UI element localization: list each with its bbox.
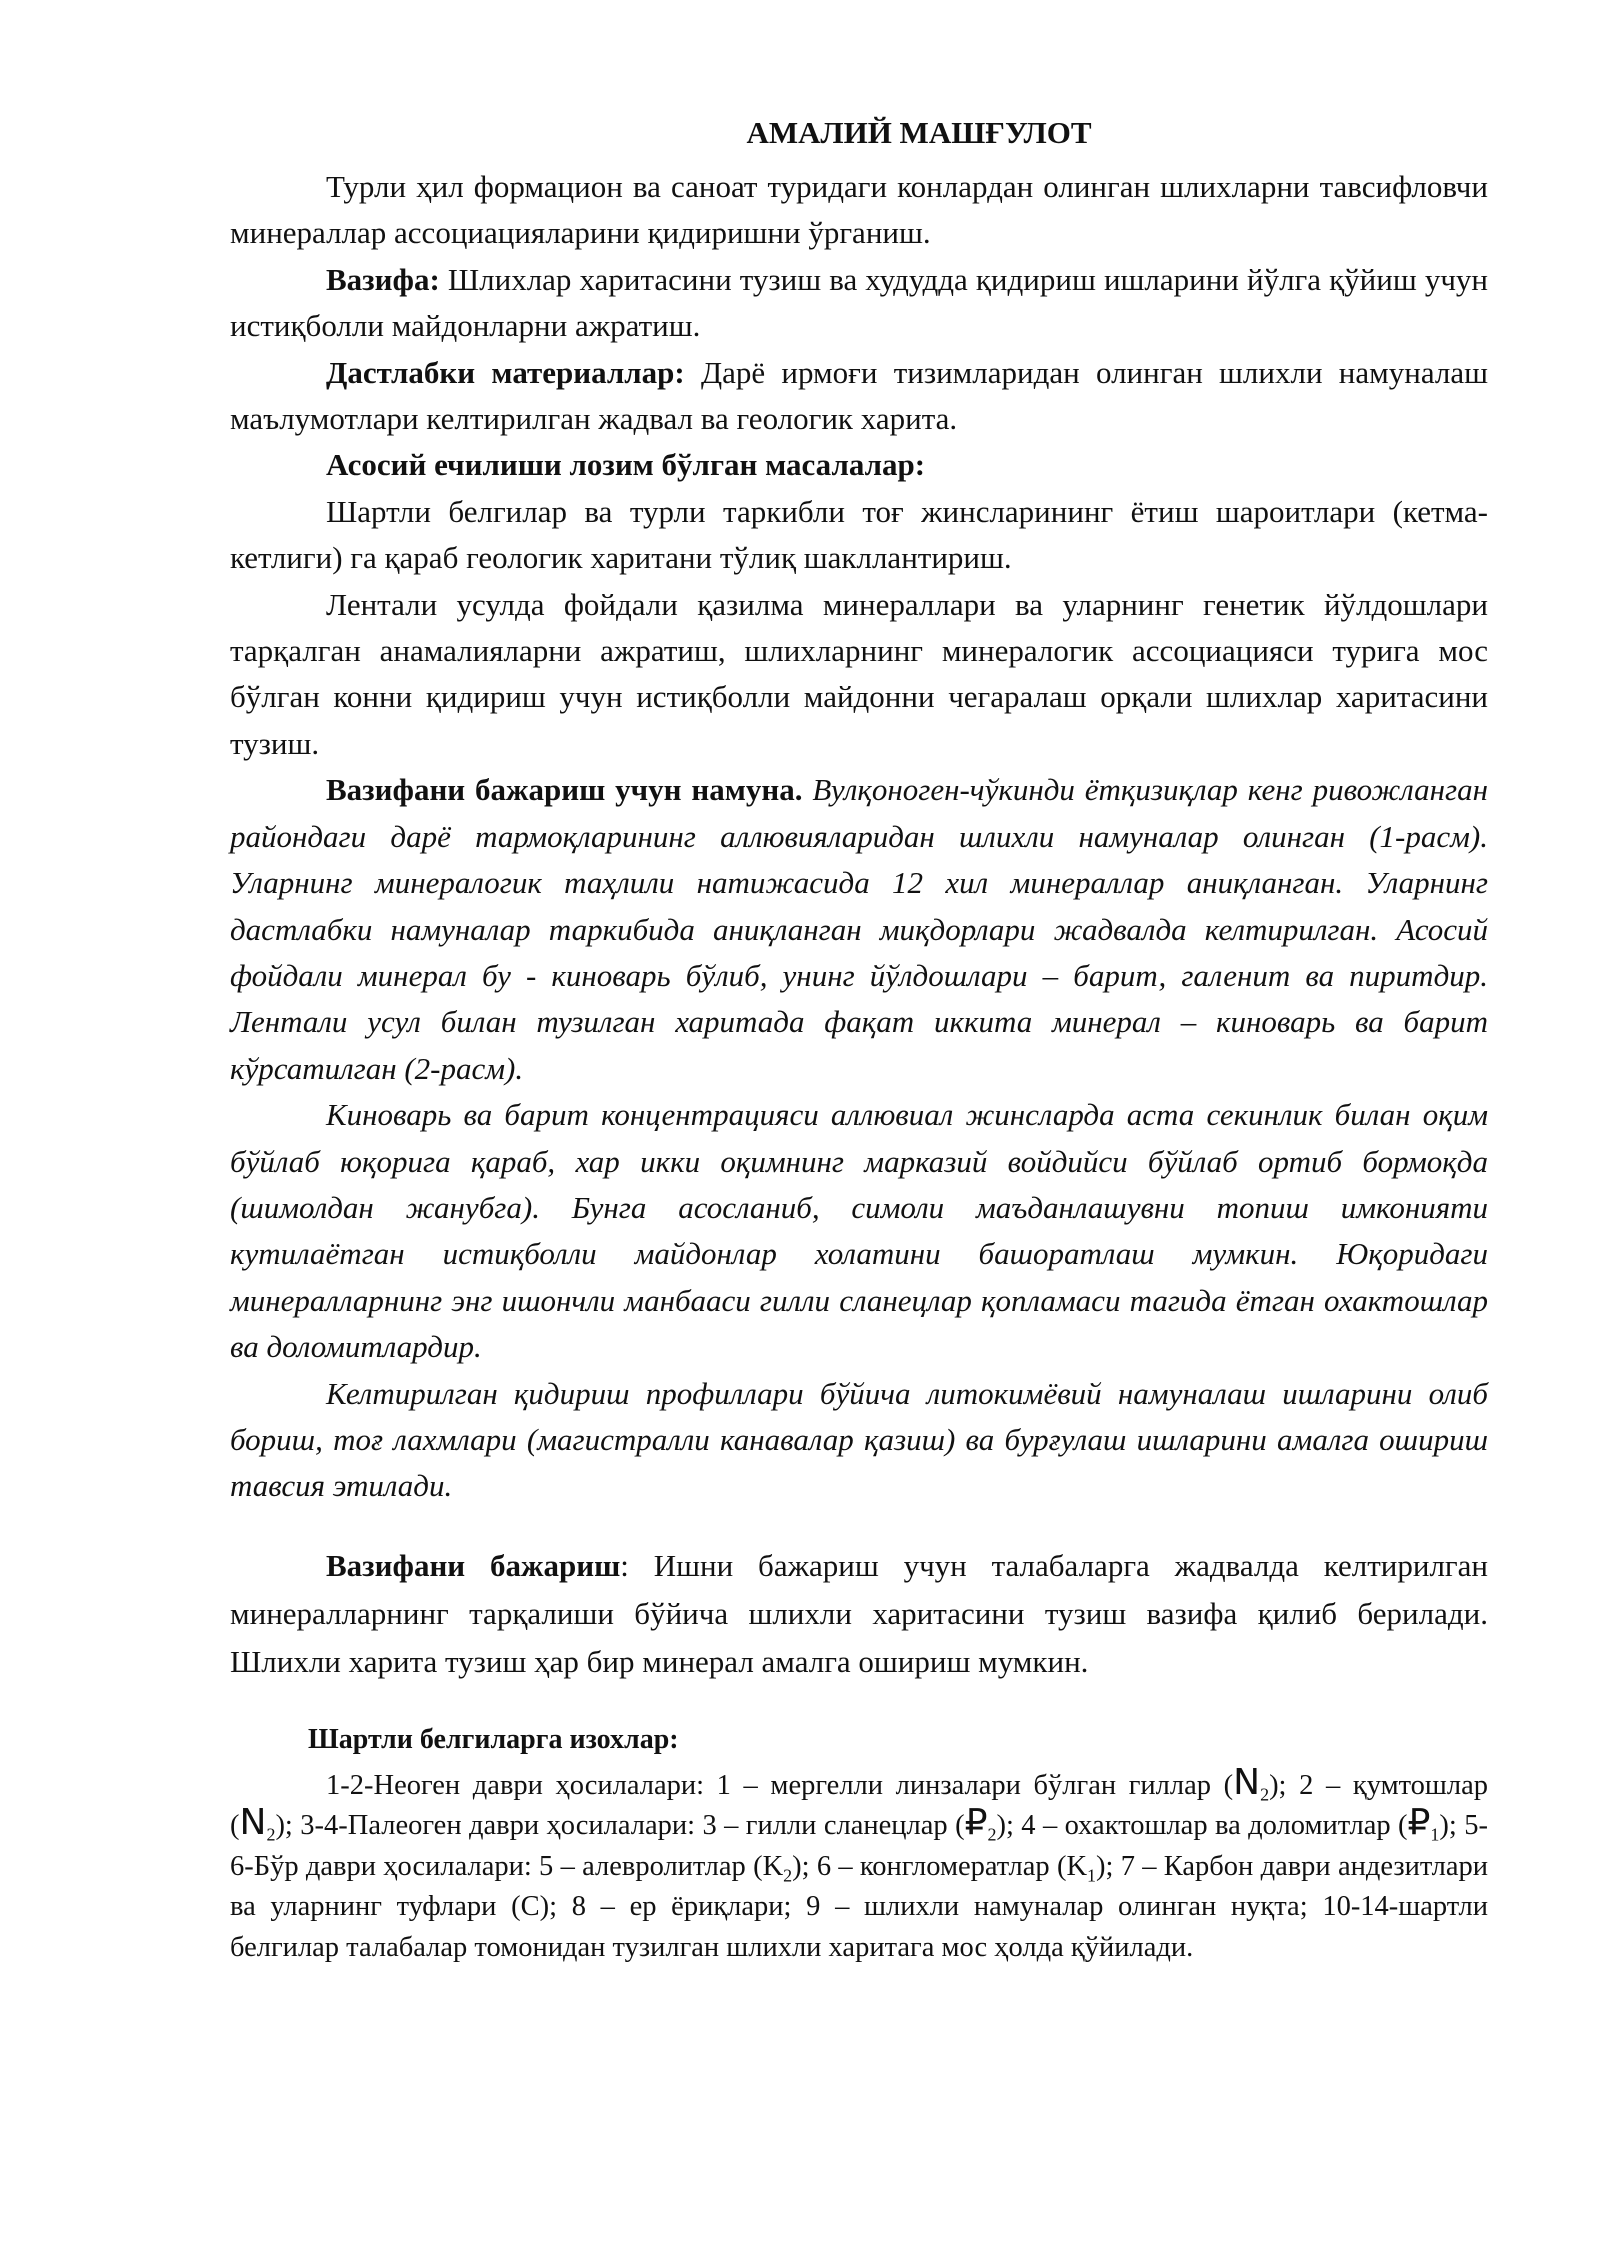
neogene-symbol: N bbox=[239, 1802, 267, 1844]
subscript: 1 bbox=[1430, 1824, 1440, 1845]
task-paragraph bbox=[230, 257, 1488, 350]
problem-2-paragraph: Лентали усулда фойдали қазилма минераллари ва уларнинг генетик йўлдошлари тарқалган анамалияларни ажратиш, шлихларнинг минералогик ассоциацияси турига мос бўлган конни қидириш учун истиқболли майдонни чегаралаш орқали шлихлар харитасини тузиш. bbox=[230, 586, 1488, 761]
paleogene-symbol: ₽ bbox=[1407, 1802, 1431, 1844]
legend-heading: Шартли белгиларга изохлар: bbox=[308, 1723, 679, 1755]
subscript: 1 bbox=[1087, 1865, 1097, 1886]
legend-text-2: ); 2 – қумтошлар ( bbox=[230, 1769, 1488, 1842]
task-text: Шлихлар харитасини тузиш ва худудда қидириш ишларини йўлга қўйиш учун истиқболли майдонларни ажратиш. bbox=[230, 261, 1488, 344]
materials-text: Дарё ирмоғи тизимларидан олинган шлихли намуналаш маълумотлари келтирилган жадвал ва геологик харита. bbox=[230, 354, 1488, 437]
neogene-symbol: N bbox=[1233, 1761, 1261, 1803]
document-page bbox=[230, 108, 1488, 1968]
legend-text-1: 1-2-Неоген даври ҳосилалари: 1 – мергелли линзалари бўлган гиллар ( bbox=[326, 1769, 1234, 1801]
legend-text-3: ); 3-4-Палеоген даври ҳосилалари: 3 – гилли сланецлар ( bbox=[275, 1810, 965, 1842]
example-paragraph bbox=[230, 767, 1488, 1092]
intro-paragraph: Турли ҳил формацион ва саноат туридаги конлардан олинган шлихларни тавсифловчи минераллар ассоциацияларини қидиришни ўрганиш. bbox=[230, 169, 1488, 251]
legend-text-5: ); 5-6-Бўр даври ҳосилалари: 5 – алевролитлар (K bbox=[230, 1810, 1488, 1882]
legend-paragraph bbox=[230, 1761, 1488, 1969]
execution-paragraph bbox=[230, 1542, 1488, 1686]
paleogene-symbol: ₽ bbox=[964, 1802, 988, 1844]
subscript: 2 bbox=[783, 1865, 793, 1886]
subscript: 2 bbox=[266, 1824, 276, 1845]
materials-paragraph bbox=[230, 350, 1488, 443]
task-label: Вазифа: bbox=[326, 261, 440, 297]
page-title: АМАЛИЙ МАШҒУЛОТ bbox=[746, 115, 1092, 150]
example-label: Вазифани бажариш учун намуна. bbox=[326, 772, 803, 808]
legend-text-6: ); 6 – конгломератлар (K bbox=[792, 1850, 1088, 1882]
materials-label: Дастлабки материаллар: bbox=[326, 354, 685, 390]
execution-label: Вазифани бажариш bbox=[326, 1547, 621, 1583]
example-3-paragraph: Келтирилган қидириш профиллари бўйича литокимёвий намуналаш ишларини олиб бориш, тоғ лахмлари (магистралли канавалар қазиш) ва бурғулаш ишларини амалга ошириш тавсия этилади. bbox=[230, 1375, 1488, 1504]
legend-text-7: ); 7 – Карбон даври андезитлари ва уларнинг туфлари (C); 8 – ер ёриқлари; 9 – шлихли намуналар олинган нуқта; 10-14-шартли белгилар талабалар томонидан тузилган шлихли харитага мос ҳолда қўйилади. bbox=[230, 1850, 1488, 1963]
example-2-paragraph: Киноварь ва барит концентрацияси аллювиал жинсларда аста секинлик билан оқим бўйлаб юқорига қараб, хар икки оқимнинг марказий войдийси бўйлаб ортиб бормоқда (шимолдан жанубга). Бунга асосланиб, симоли маъданлашувни топиш имконияти кутилаётган истиқболли майдонлар холатини башоратлаш мумкин. Юқоридаги минералларнинг энг ишончли манбааси гилли сланецлар қопламаси тагида ётган охактошлар ва доломитлардир. bbox=[230, 1097, 1488, 1365]
problems-heading: Асосий ечилиши лозим бўлган масалалар: bbox=[326, 447, 926, 483]
subscript: 2 bbox=[1260, 1784, 1270, 1805]
subscript: 2 bbox=[987, 1824, 997, 1845]
example-text: Вулқоноген-чўкинди ётқизиқлар кенг ривожланган райондаги дарё тармоқларининг аллювияларидан шлихли намуналар олинган (1-расм). Уларнинг минералогик таҳлили натижасида 12 хил минераллар аниқланган. Уларнинг дастлабки намуналар таркибида аниқланган миқдорлари жадвалда келтирилган. Асосий фойдали минерал бу - киноварь бўлиб, унинг йўлдошлари – барит, галенит ва пиритдир. Лентали усул билан тузилган харитада фақат иккита минерал – киноварь ва барит кўрсатилган (2-расм). bbox=[230, 772, 1488, 1086]
legend-text-4: ); 4 – охактошлар ва доломитлар ( bbox=[996, 1810, 1408, 1842]
spacer bbox=[230, 1510, 1488, 1542]
problem-1-paragraph: Шартли белгилар ва турли таркибли тоғ жинсларининг ётиш шароитлари (кетма-кетлиги) га қараб геологик харитани тўлиқ шакллантириш. bbox=[230, 493, 1488, 576]
execution-text: : Ишни бажариш учун талабаларга жадвалда келтирилган минералларнинг тарқалиши бўйича шлихли харитасини тузиш вазифа қилиб берилади. Шлихли харита тузиш ҳар бир минерал амалга ошириш мумкин. bbox=[230, 1547, 1488, 1679]
